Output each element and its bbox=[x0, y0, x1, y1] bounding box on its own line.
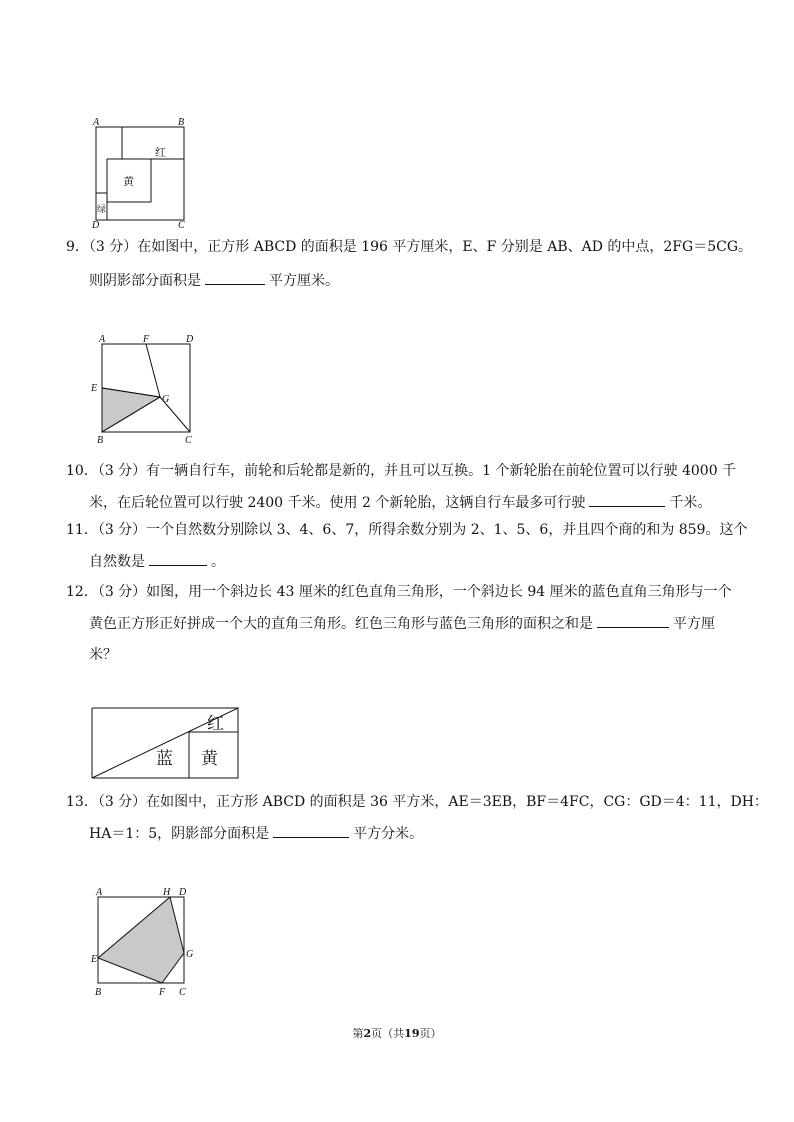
fig1-yellow-label: 黄 bbox=[123, 175, 134, 188]
fig12-blue-label: 蓝 bbox=[156, 749, 173, 769]
footer-page-number: 2 bbox=[363, 1027, 372, 1040]
fig13-label-D: D bbox=[179, 887, 187, 898]
figure-red-blue-yellow-triangle bbox=[90, 706, 242, 780]
question-11-line-2 bbox=[89, 551, 225, 572]
question-13-line-2 bbox=[89, 823, 423, 844]
fig13-label-A: A bbox=[96, 887, 103, 898]
question-10-text: 米，在后轮位置可以行驶 2400 千米。使用 2 个新轮胎，这辆自行车最多可行驶 bbox=[89, 495, 586, 511]
fig1-label-C: C bbox=[178, 220, 185, 231]
fig9-label-F: F bbox=[143, 334, 150, 345]
fig9-label-A: A bbox=[99, 334, 106, 345]
figure-square-abcd-shaded-quadrilateral bbox=[88, 885, 198, 999]
fig9-label-G: G bbox=[162, 394, 170, 405]
question-12-text: 黄色正方形正好拼成一个大的直角三角形。红色三角形与蓝色三角形的面积之和是 bbox=[89, 616, 593, 632]
footer-suffix: 页） bbox=[419, 1027, 442, 1040]
footer-prefix: 第 bbox=[352, 1027, 364, 1040]
fig13-label-C: C bbox=[179, 987, 186, 998]
question-10-unit: 千米。 bbox=[669, 495, 712, 511]
question-9-text: 则阴影部分面积是 bbox=[89, 273, 201, 289]
fig1-label-D: D bbox=[92, 220, 100, 231]
question-9-answer-blank[interactable] bbox=[205, 270, 265, 285]
question-9-line-2 bbox=[89, 270, 339, 291]
question-11-text: 自然数是 bbox=[89, 554, 145, 570]
figure-square-abcd-shaded-triangle bbox=[86, 332, 198, 446]
question-12-unit: 平方厘 bbox=[673, 616, 715, 632]
fig1-red-label: 红 bbox=[155, 146, 166, 159]
question-13-unit: 平方分米。 bbox=[353, 826, 424, 842]
fig1-label-B: B bbox=[178, 117, 185, 128]
fig9-label-C: C bbox=[185, 435, 192, 446]
fig9-label-B: B bbox=[97, 435, 104, 446]
fig13-label-B: B bbox=[95, 987, 102, 998]
question-12-line-3: 米？ bbox=[89, 647, 117, 663]
question-10-line-1: 10．（3 分）有一辆自行车，前轮和后轮都是新的，并且可以互换。1 个新轮胎在前轮位置可以行驶 4000 千 bbox=[66, 463, 737, 479]
question-11-suffix: 。 bbox=[211, 554, 225, 570]
fig9-label-E: E bbox=[91, 383, 98, 394]
figure-red-yellow-green-square bbox=[88, 114, 198, 230]
fig13-label-G: G bbox=[186, 949, 194, 960]
fig12-red-label: 红 bbox=[207, 714, 224, 734]
question-10-answer-blank[interactable] bbox=[589, 492, 665, 507]
fig1-green-label: 绿 bbox=[97, 205, 107, 215]
question-13-answer-blank[interactable] bbox=[273, 823, 349, 838]
fig12-yellow-label: 黄 bbox=[201, 749, 218, 769]
question-10-line-2 bbox=[89, 492, 711, 513]
question-9-line-1: 9．（3 分）在如图中，正方形 ABCD 的面积是 196 平方厘米，E、F 分别是 AB、AD 的中点，2FG＝5CG。 bbox=[66, 239, 753, 255]
question-12-answer-blank[interactable] bbox=[597, 613, 669, 628]
page-footer bbox=[0, 1025, 794, 1041]
footer-total-pages: 19 bbox=[404, 1027, 420, 1040]
fig9-label-D: D bbox=[186, 334, 194, 345]
question-11-answer-blank[interactable] bbox=[149, 551, 207, 566]
question-13-line-1: 13．（3 分）在如图中，正方形 ABCD 的面积是 36 平方米，AE＝3EB，BF＝4FC，CG：GD＝4：11，DH： bbox=[66, 794, 768, 810]
fig13-label-E: E bbox=[91, 954, 98, 965]
fig13-label-F: F bbox=[159, 987, 166, 998]
fig13-label-H: H bbox=[163, 887, 171, 898]
question-11-line-1: 11．（3 分）一个自然数分别除以 3、4、6、7，所得余数分别为 2、1、5、6，并且四个商的和为 859。这个 bbox=[66, 522, 748, 538]
question-12-line-2 bbox=[89, 613, 715, 634]
question-13-text: HA＝1：5，阴影部分面积是 bbox=[89, 826, 270, 842]
footer-middle: 页（共 bbox=[371, 1027, 405, 1040]
question-12-line-1: 12．（3 分）如图，用一个斜边长 43 厘米的红色直角三角形，一个斜边长 94 厘米的蓝色直角三角形与一个 bbox=[66, 584, 732, 600]
fig1-label-A: A bbox=[93, 117, 100, 128]
question-9-unit: 平方厘米。 bbox=[269, 273, 339, 289]
